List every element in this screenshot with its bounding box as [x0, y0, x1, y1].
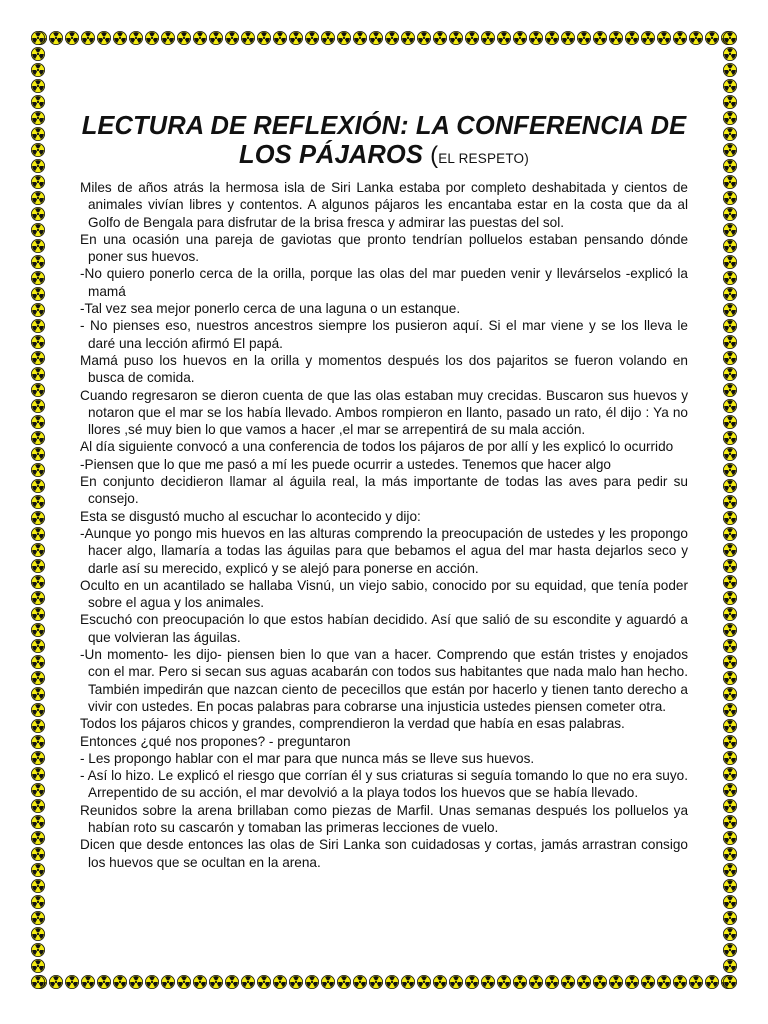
radiation-trefoil-icon — [31, 975, 44, 988]
radiation-trefoil-icon — [723, 47, 736, 60]
radiation-trefoil-icon — [31, 415, 44, 428]
radiation-trefoil-icon — [31, 751, 44, 764]
radiation-trefoil-icon — [625, 975, 638, 988]
radiation-trefoil-icon — [321, 975, 334, 988]
radiation-trefoil-icon — [723, 799, 736, 812]
radiation-trefoil-icon — [353, 31, 366, 44]
radiation-trefoil-icon — [723, 383, 736, 396]
radiation-trefoil-icon — [31, 479, 44, 492]
radiation-trefoil-icon — [673, 975, 686, 988]
title-paren: ( — [430, 142, 439, 169]
radiation-trefoil-icon — [723, 479, 736, 492]
radiation-trefoil-icon — [723, 143, 736, 156]
radiation-trefoil-icon — [723, 319, 736, 332]
radiation-trefoil-icon — [31, 575, 44, 588]
story-paragraph: Entonces ¿qué nos propones? - preguntaron — [80, 733, 351, 749]
radiation-trefoil-icon — [723, 31, 736, 44]
radiation-trefoil-icon — [723, 671, 736, 684]
radiation-trefoil-icon — [723, 255, 736, 268]
story-paragraph: Escuchó con preocupación lo que estos habían decidido. Así que salió de su escondite y aguardó a que volvieran las águilas. — [80, 612, 688, 645]
story-paragraph: -Piensen que lo que me pasó a mí les puede ocurrir a ustedes. Tenemos que hacer algo — [80, 456, 611, 472]
radiation-trefoil-icon — [723, 959, 736, 972]
radiation-trefoil-icon — [145, 975, 158, 988]
radiation-trefoil-icon — [401, 31, 414, 44]
radiation-trefoil-icon — [273, 31, 286, 44]
radiation-trefoil-icon — [593, 975, 606, 988]
radiation-trefoil-icon — [31, 703, 44, 716]
radiation-trefoil-icon — [31, 47, 44, 60]
radiation-trefoil-icon — [723, 159, 736, 172]
radiation-trefoil-icon — [31, 767, 44, 780]
story-paragraph: -Tal vez sea mejor ponerlo cerca de una laguna o un estanque. — [80, 301, 461, 317]
radiation-trefoil-icon — [31, 351, 44, 364]
story-paragraph: -Aunque yo pongo mis huevos en las alturas comprendo la preocupación de ustedes y les propongo hacer algo, llamaría a todas las águilas para que bebamos el agua del mar hasta dejarlos seco y darle así su merecido, explicó y se alejó para ponerse en acción. — [80, 525, 688, 576]
radiation-trefoil-icon — [31, 79, 44, 92]
radiation-trefoil-icon — [209, 975, 222, 988]
story-paragraph: -No quiero ponerlo cerca de la orilla, porque las olas del mar pueden venir y llevárselos -explicó la mamá — [80, 266, 688, 299]
radiation-trefoil-icon — [545, 975, 558, 988]
story-paragraph: - Así lo hizo. Le explicó el riesgo que corrían él y sus criaturas si seguía tomando lo que no era suyo. Arrepentido de su acción, el mar devolvió a la playa todos los huevos que se había llevado. — [80, 768, 688, 801]
radiation-trefoil-icon — [31, 783, 44, 796]
radiation-trefoil-icon — [225, 975, 238, 988]
radiation-trefoil-icon — [81, 31, 94, 44]
radiation-trefoil-icon — [31, 671, 44, 684]
radiation-trefoil-icon — [481, 31, 494, 44]
radiation-trefoil-icon — [723, 735, 736, 748]
radiation-trefoil-icon — [31, 879, 44, 892]
radiation-trefoil-icon — [31, 143, 44, 156]
radiation-trefoil-icon — [31, 719, 44, 732]
radiation-trefoil-icon — [31, 63, 44, 76]
radiation-trefoil-icon — [723, 431, 736, 444]
radiation-trefoil-icon — [31, 943, 44, 956]
border-pattern — [722, 30, 738, 990]
radiation-trefoil-icon — [723, 559, 736, 572]
radiation-trefoil-icon — [129, 31, 142, 44]
radiation-trefoil-icon — [497, 975, 510, 988]
radiation-trefoil-icon — [545, 31, 558, 44]
radiation-trefoil-icon — [177, 975, 190, 988]
radiation-trefoil-icon — [417, 31, 430, 44]
radiation-trefoil-icon — [481, 975, 494, 988]
story-body — [80, 179, 688, 871]
radiation-trefoil-icon — [529, 31, 542, 44]
radiation-trefoil-icon — [561, 31, 574, 44]
radiation-trefoil-icon — [577, 975, 590, 988]
decorative-border-bottom — [30, 974, 738, 990]
radiation-trefoil-icon — [723, 975, 736, 988]
radiation-trefoil-icon — [193, 975, 206, 988]
story-paragraph: Dicen que desde entonces las olas de Siri Lanka son cuidadosas y cortas, jamás arrastran consigo los huevos que se ocultan en la arena. — [80, 837, 688, 870]
radiation-trefoil-icon — [465, 31, 478, 44]
radiation-trefoil-icon — [723, 927, 736, 940]
decorative-border-left — [30, 30, 46, 990]
radiation-trefoil-icon — [657, 31, 670, 44]
radiation-trefoil-icon — [723, 127, 736, 140]
radiation-trefoil-icon — [31, 367, 44, 380]
radiation-trefoil-icon — [31, 959, 44, 972]
radiation-trefoil-icon — [723, 239, 736, 252]
radiation-trefoil-icon — [723, 271, 736, 284]
radiation-trefoil-icon — [513, 31, 526, 44]
radiation-trefoil-icon — [31, 655, 44, 668]
radiation-trefoil-icon — [31, 639, 44, 652]
radiation-trefoil-icon — [609, 975, 622, 988]
radiation-trefoil-icon — [353, 975, 366, 988]
radiation-trefoil-icon — [31, 815, 44, 828]
radiation-trefoil-icon — [31, 191, 44, 204]
radiation-trefoil-icon — [31, 303, 44, 316]
radiation-trefoil-icon — [65, 31, 78, 44]
document-content — [80, 112, 688, 871]
radiation-trefoil-icon — [97, 31, 110, 44]
radiation-trefoil-icon — [31, 511, 44, 524]
radiation-trefoil-icon — [273, 975, 286, 988]
radiation-trefoil-icon — [81, 975, 94, 988]
radiation-trefoil-icon — [31, 895, 44, 908]
radiation-trefoil-icon — [31, 431, 44, 444]
radiation-trefoil-icon — [433, 975, 446, 988]
radiation-trefoil-icon — [65, 975, 78, 988]
radiation-trefoil-icon — [723, 639, 736, 652]
radiation-trefoil-icon — [723, 527, 736, 540]
radiation-trefoil-icon — [31, 175, 44, 188]
radiation-trefoil-icon — [31, 95, 44, 108]
radiation-trefoil-icon — [257, 31, 270, 44]
radiation-trefoil-icon — [177, 31, 190, 44]
radiation-trefoil-icon — [31, 623, 44, 636]
border-pattern — [30, 974, 738, 990]
radiation-trefoil-icon — [31, 111, 44, 124]
radiation-trefoil-icon — [113, 975, 126, 988]
radiation-trefoil-icon — [723, 831, 736, 844]
radiation-trefoil-icon — [31, 911, 44, 924]
radiation-trefoil-icon — [209, 31, 222, 44]
radiation-trefoil-icon — [513, 975, 526, 988]
radiation-trefoil-icon — [385, 975, 398, 988]
radiation-trefoil-icon — [593, 31, 606, 44]
radiation-trefoil-icon — [161, 31, 174, 44]
radiation-trefoil-icon — [417, 975, 430, 988]
radiation-trefoil-icon — [723, 79, 736, 92]
radiation-trefoil-icon — [723, 911, 736, 924]
radiation-trefoil-icon — [723, 847, 736, 860]
radiation-trefoil-icon — [625, 31, 638, 44]
radiation-trefoil-icon — [723, 111, 736, 124]
radiation-trefoil-icon — [31, 383, 44, 396]
story-paragraph: - No pienses eso, nuestros ancestros siempre los pusieron aquí. Si el mar viene y se los lleva le daré una lección afirmó El papá. — [80, 318, 688, 351]
radiation-trefoil-icon — [723, 351, 736, 364]
radiation-trefoil-icon — [723, 783, 736, 796]
story-paragraph: En conjunto decidieron llamar al águila real, la más importante de todas las aves para pedir su consejo. — [80, 474, 688, 507]
radiation-trefoil-icon — [49, 31, 62, 44]
story-paragraph: Todos los pájaros chicos y grandes, comprendieron la verdad que había en esas palabras. — [80, 716, 625, 732]
radiation-trefoil-icon — [385, 31, 398, 44]
radiation-trefoil-icon — [257, 975, 270, 988]
radiation-trefoil-icon — [723, 591, 736, 604]
radiation-trefoil-icon — [641, 31, 654, 44]
radiation-trefoil-icon — [705, 31, 718, 44]
radiation-trefoil-icon — [561, 975, 574, 988]
radiation-trefoil-icon — [31, 239, 44, 252]
radiation-trefoil-icon — [31, 591, 44, 604]
radiation-trefoil-icon — [305, 975, 318, 988]
story-paragraph: Al día siguiente convocó a una conferencia de todos los pájaros de por allí y les explicó lo ocurrido — [80, 439, 674, 455]
radiation-trefoil-icon — [129, 975, 142, 988]
radiation-trefoil-icon — [723, 415, 736, 428]
radiation-trefoil-icon — [723, 223, 736, 236]
radiation-trefoil-icon — [193, 31, 206, 44]
radiation-trefoil-icon — [161, 975, 174, 988]
radiation-trefoil-icon — [723, 511, 736, 524]
radiation-trefoil-icon — [31, 447, 44, 460]
radiation-trefoil-icon — [31, 799, 44, 812]
radiation-trefoil-icon — [31, 559, 44, 572]
radiation-trefoil-icon — [401, 975, 414, 988]
radiation-trefoil-icon — [723, 879, 736, 892]
radiation-trefoil-icon — [723, 543, 736, 556]
radiation-trefoil-icon — [321, 31, 334, 44]
radiation-trefoil-icon — [723, 367, 736, 380]
story-paragraph: Esta se disgustó mucho al escuchar lo acontecido y dijo: — [80, 508, 421, 524]
story-paragraph: Oculto en un acantilado se hallaba Visnú, un viejo sabio, conocido por su equidad, que tenía poder sobre el agua y los animales. — [80, 577, 688, 611]
radiation-trefoil-icon — [369, 31, 382, 44]
radiation-trefoil-icon — [31, 319, 44, 332]
radiation-trefoil-icon — [723, 623, 736, 636]
radiation-trefoil-icon — [31, 687, 44, 700]
radiation-trefoil-icon — [337, 975, 350, 988]
radiation-trefoil-icon — [97, 975, 110, 988]
radiation-trefoil-icon — [31, 207, 44, 220]
radiation-trefoil-icon — [723, 303, 736, 316]
radiation-trefoil-icon — [723, 95, 736, 108]
radiation-trefoil-icon — [433, 31, 446, 44]
radiation-trefoil-icon — [723, 751, 736, 764]
radiation-trefoil-icon — [31, 831, 44, 844]
radiation-trefoil-icon — [225, 31, 238, 44]
story-paragraph: Miles de años atrás la hermosa isla de Siri Lanka estaba por completo deshabitada y cientos de animales vivían libres y contentos. A algunos pájaros les encantaba estar en la costa que da al Golfo de Bengala para disfrutar de la brisa fresca y admirar las puestas del sol. — [80, 180, 688, 230]
radiation-trefoil-icon — [723, 175, 736, 188]
story-paragraph: Mamá puso los huevos en la orilla y momentos después los dos pajaritos se fueron volando en busca de comida. — [80, 352, 688, 386]
radiation-trefoil-icon — [305, 31, 318, 44]
radiation-trefoil-icon — [31, 863, 44, 876]
radiation-trefoil-icon — [31, 223, 44, 236]
radiation-trefoil-icon — [723, 895, 736, 908]
radiation-trefoil-icon — [31, 927, 44, 940]
radiation-trefoil-icon — [289, 31, 302, 44]
radiation-trefoil-icon — [723, 575, 736, 588]
radiation-trefoil-icon — [577, 31, 590, 44]
radiation-trefoil-icon — [31, 31, 44, 44]
radiation-trefoil-icon — [723, 863, 736, 876]
border-pattern — [30, 30, 738, 46]
radiation-trefoil-icon — [31, 543, 44, 556]
radiation-trefoil-icon — [31, 127, 44, 140]
radiation-trefoil-icon — [723, 335, 736, 348]
radiation-trefoil-icon — [723, 287, 736, 300]
radiation-trefoil-icon — [723, 703, 736, 716]
radiation-trefoil-icon — [241, 31, 254, 44]
radiation-trefoil-icon — [113, 31, 126, 44]
radiation-trefoil-icon — [449, 975, 462, 988]
radiation-trefoil-icon — [723, 655, 736, 668]
title-subtitle: EL RESPETO) — [438, 151, 529, 166]
radiation-trefoil-icon — [723, 815, 736, 828]
radiation-trefoil-icon — [723, 447, 736, 460]
radiation-trefoil-icon — [31, 735, 44, 748]
radiation-trefoil-icon — [31, 847, 44, 860]
document-title — [80, 112, 688, 173]
radiation-trefoil-icon — [723, 207, 736, 220]
radiation-trefoil-icon — [689, 31, 702, 44]
title-main: LECTURA DE REFLEXIÓN: LA CONFERENCIA DE LOS PÁJAROS — [81, 112, 687, 169]
radiation-trefoil-icon — [723, 63, 736, 76]
radiation-trefoil-icon — [723, 607, 736, 620]
decorative-border-right — [722, 30, 738, 990]
radiation-trefoil-icon — [31, 399, 44, 412]
radiation-trefoil-icon — [529, 975, 542, 988]
radiation-trefoil-icon — [609, 31, 622, 44]
radiation-trefoil-icon — [31, 335, 44, 348]
radiation-trefoil-icon — [723, 767, 736, 780]
radiation-trefoil-icon — [241, 975, 254, 988]
radiation-trefoil-icon — [31, 271, 44, 284]
radiation-trefoil-icon — [689, 975, 702, 988]
radiation-trefoil-icon — [145, 31, 158, 44]
radiation-trefoil-icon — [723, 463, 736, 476]
radiation-trefoil-icon — [673, 31, 686, 44]
radiation-trefoil-icon — [369, 975, 382, 988]
radiation-trefoil-icon — [31, 607, 44, 620]
border-pattern — [30, 30, 46, 990]
radiation-trefoil-icon — [31, 527, 44, 540]
decorative-border-top — [30, 30, 738, 46]
radiation-trefoil-icon — [723, 191, 736, 204]
story-paragraph: Reunidos sobre la arena brillaban como piezas de Marfil. Unas semanas después los polluelos ya habían roto su cascarón y tomaban las primeras lecciones de vuelo. — [80, 802, 688, 835]
radiation-trefoil-icon — [31, 255, 44, 268]
radiation-trefoil-icon — [641, 975, 654, 988]
radiation-trefoil-icon — [497, 31, 510, 44]
radiation-trefoil-icon — [723, 495, 736, 508]
radiation-trefoil-icon — [31, 159, 44, 172]
radiation-trefoil-icon — [337, 31, 350, 44]
radiation-trefoil-icon — [465, 975, 478, 988]
radiation-trefoil-icon — [657, 975, 670, 988]
story-paragraph: -Un momento- les dijo- piensen bien lo que van a hacer. Comprendo que están tristes y enojados con el mar. Pero si secan sus aguas acabarán con todos sus habitantes que nada malo han hecho. También impedirán que nazcan ciento de pececillos que están por hacerlo y tienen tanto derecho a vivir con ustedes. En pocas palabras para cobrarse una injusticia ustedes piensen cometer otra. — [80, 647, 688, 714]
radiation-trefoil-icon — [49, 975, 62, 988]
radiation-trefoil-icon — [449, 31, 462, 44]
radiation-trefoil-icon — [705, 975, 718, 988]
radiation-trefoil-icon — [31, 495, 44, 508]
story-paragraph: En una ocasión una pareja de gaviotas que pronto tendrían polluelos estaban pensando dónde poner sus huevos. — [80, 231, 688, 265]
story-paragraph: Cuando regresaron se dieron cuenta de que las olas estaban muy crecidas. Buscaron sus huevos y notaron que el mar se los había llevado. Ambos rompieron en llanto, pasado un rato, él dijo : Ya no llores ,sé muy bien lo que vamos a hacer ,el mar se arrepentirá de su mala acción. — [80, 387, 688, 438]
story-paragraph: - Les propongo hablar con el mar para que nunca más se lleve sus huevos. — [80, 750, 535, 766]
radiation-trefoil-icon — [31, 287, 44, 300]
radiation-trefoil-icon — [723, 399, 736, 412]
radiation-trefoil-icon — [723, 687, 736, 700]
radiation-trefoil-icon — [289, 975, 302, 988]
radiation-trefoil-icon — [723, 719, 736, 732]
radiation-trefoil-icon — [31, 463, 44, 476]
radiation-trefoil-icon — [723, 943, 736, 956]
